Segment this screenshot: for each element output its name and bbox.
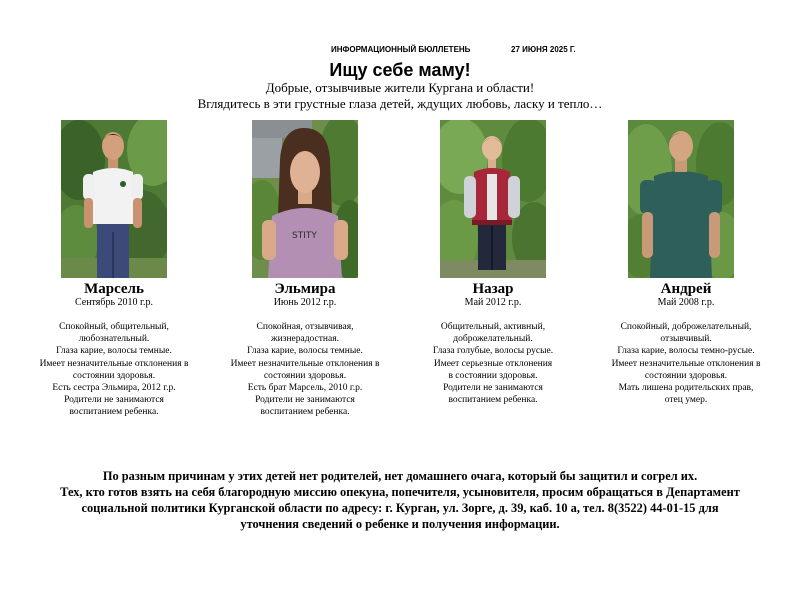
description-line: Имеет незначительные отклонения в: [230, 358, 380, 369]
description-line: Глаза голубые, волосы русые.: [432, 346, 554, 357]
description-line: состоянии здоровья.: [644, 370, 728, 381]
description-line: Родители не занимаются: [64, 395, 164, 406]
footer-line: социальной политики Курганской области по адресу: г. Курган, ул. Зорге, д. 39, каб. 10 а, тел. 8(3522) 44-01-15 для: [81, 501, 719, 515]
child-description-elmira: [210, 321, 400, 419]
description-line: Глаза карие, волосы темные.: [247, 346, 363, 357]
description-line: в состоянии здоровья.: [448, 370, 538, 381]
bulletin-label: ИНФОРМАЦИОННЫЙ БЮЛЛЕТЕНЬ: [331, 45, 471, 54]
description-line: любознательный.: [78, 334, 150, 345]
child-description-marsel: [19, 321, 209, 419]
description-line: Родители не занимаются: [255, 395, 355, 406]
description-line: Имеет незначительные отклонения в: [611, 358, 761, 369]
bulletin-header: [0, 45, 800, 57]
description-line: Общительный, активный,: [440, 322, 546, 332]
bulletin-date: 27 ИЮНЯ 2025 Г.: [511, 45, 576, 54]
child-birth-andrey: Май 2008 г.р.: [657, 297, 715, 308]
description-line: Есть сестра Эльмира, 2012 г.р.: [52, 383, 176, 394]
description-line: Спокойный, общительный,: [59, 322, 169, 332]
footer-line: По разным причинам у этих детей нет родителей, нет домашнего очага, который бы защитил и согрел их.: [102, 469, 698, 483]
appeal-line: Вглядитесь в эти грустные глаза детей, ждущих любовь, ласку и тепло…: [197, 96, 603, 111]
description-line: Имеет серьезные отклонения: [433, 358, 553, 369]
greeting-line: Добрые, отзывчивые жители Кургана и области!: [265, 80, 535, 95]
child-birth-elmira: Июнь 2012 г.р.: [273, 297, 337, 308]
description-line: отзывчивый.: [660, 334, 712, 345]
description-line: доброжелательный.: [453, 334, 533, 345]
contact-footer: [30, 468, 770, 532]
description-line: отец умер.: [664, 395, 708, 406]
description-line: Имеет незначительные отклонения в: [39, 358, 189, 369]
child-birth-nazar: Май 2012 г.р.: [464, 297, 522, 308]
child-name-elmira: Эльмира: [274, 281, 336, 297]
footer-line: уточнения сведений о ребенке и получения информации.: [240, 517, 560, 531]
description-line: воспитанием ребенка.: [260, 407, 350, 418]
svg-text:STITY: STITY: [292, 231, 317, 241]
description-line: состоянии здоровья.: [72, 370, 156, 381]
footer-line: Тех, кто готов взять на себя благородную миссию опекуна, попечителя, усыновителя, просим обращаться в Департамент: [60, 485, 740, 499]
description-line: Мать лишена родительских прав,: [618, 383, 754, 394]
child-photo-andrey: [628, 120, 734, 278]
description-line: воспитанием ребенка.: [69, 407, 159, 418]
description-line: Есть брат Марсель, 2010 г.р.: [247, 383, 363, 394]
child-description-nazar: [398, 321, 588, 406]
description-line: жизнерадостная.: [271, 334, 339, 345]
child-birth-marsel: Сентябрь 2010 г.р.: [74, 297, 154, 308]
page-title: Ищу себе маму!: [329, 60, 471, 80]
child-name-nazar: Назар: [472, 281, 514, 297]
child-description-andrey: [591, 321, 781, 406]
description-line: Глаза карие, волосы темные.: [56, 346, 172, 357]
description-line: Спокойная, отзывчивая,: [256, 322, 354, 332]
child-photo-marsel: [61, 120, 167, 278]
child-photo-elmira: [252, 120, 358, 278]
child-photo-nazar: [440, 120, 546, 278]
description-line: состоянии здоровья.: [263, 370, 347, 381]
description-line: воспитанием ребенка.: [448, 395, 538, 406]
description-line: Глаза карие, волосы темно-русые.: [617, 346, 755, 357]
child-name-marsel: Марсель: [84, 281, 144, 297]
description-line: Спокойный, доброжелательный,: [620, 322, 752, 332]
child-name-andrey: Андрей: [660, 281, 712, 297]
description-line: Родители не занимаются: [443, 383, 543, 394]
